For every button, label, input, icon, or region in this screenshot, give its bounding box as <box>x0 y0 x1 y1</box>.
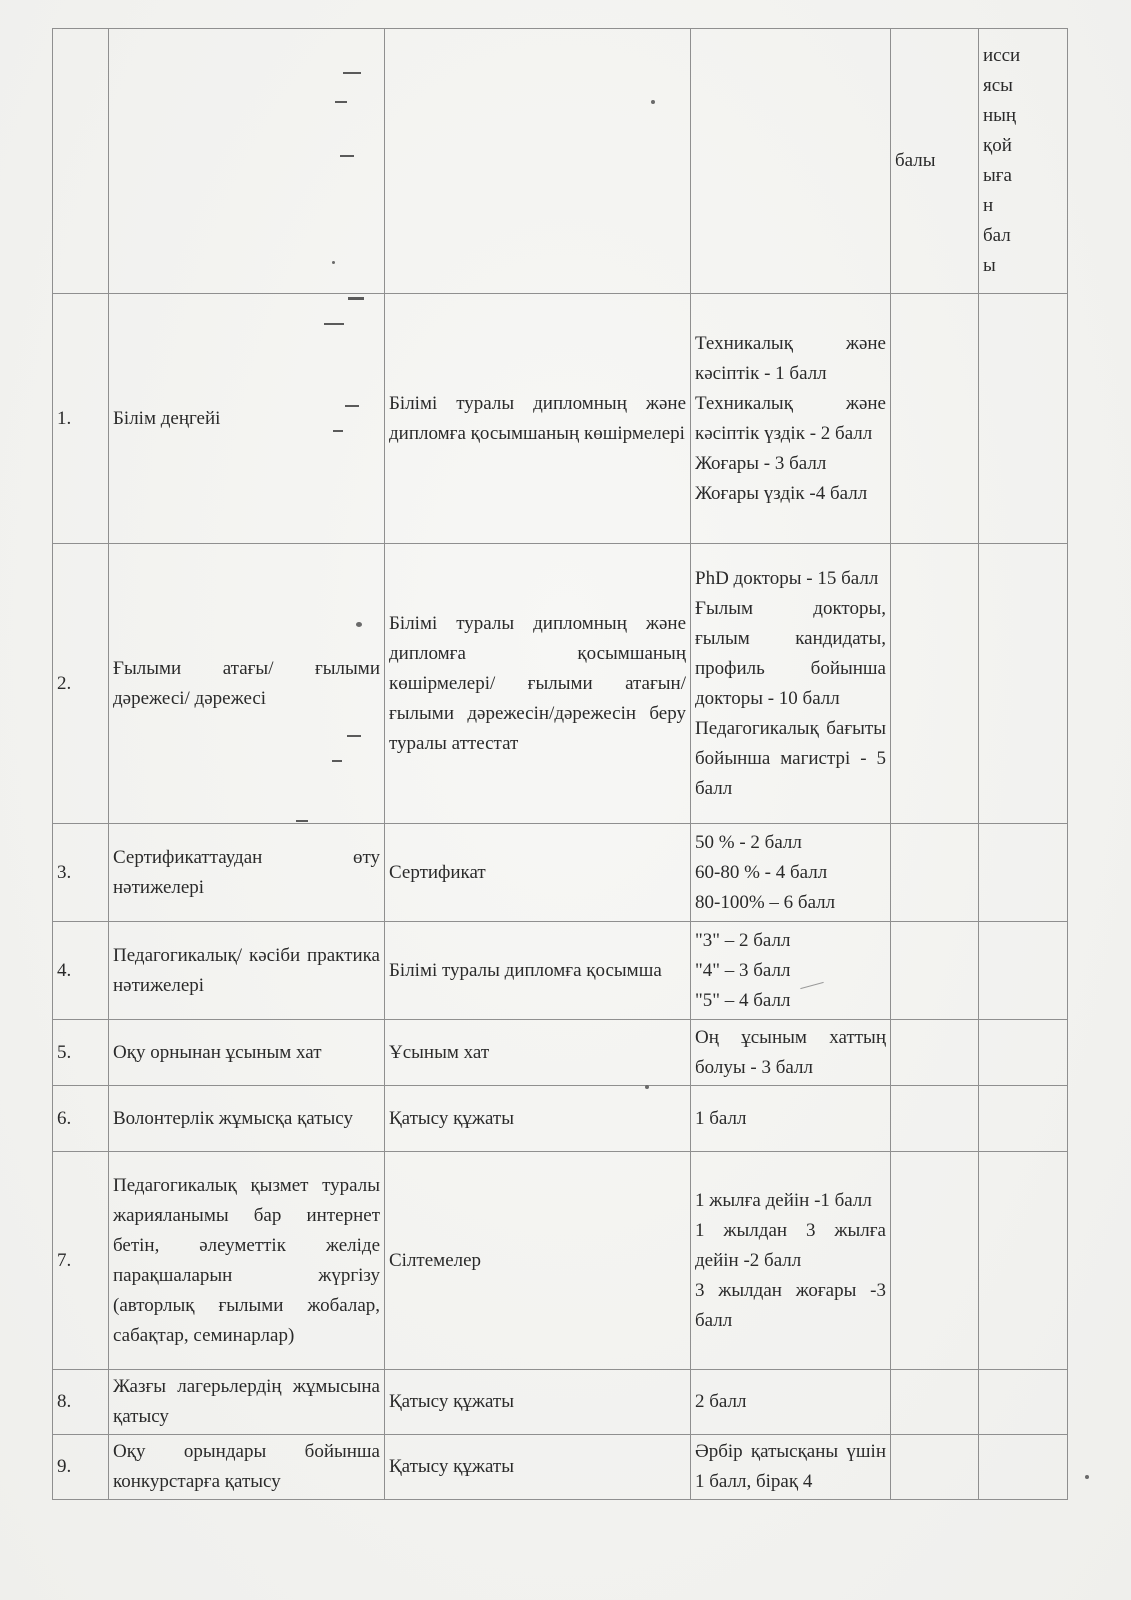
criterion-cell: Ғылыми атағы/ ғылыми дәрежесі/ дәрежесі <box>109 544 385 824</box>
row-number: 7. <box>53 1152 109 1370</box>
document-cell: Білімі туралы дипломға қосымша <box>385 922 691 1020</box>
scan-speck <box>335 101 347 103</box>
points-line: 80-100% – 6 балл <box>695 891 836 913</box>
points-line: Жоғары - 3 балл <box>695 452 827 474</box>
document-cell: Қатысу құжаты <box>385 1435 691 1500</box>
scan-speck <box>1085 1475 1089 1479</box>
header-points-cell <box>691 29 891 294</box>
header-num-cell <box>53 29 109 294</box>
points-cell <box>691 922 891 1020</box>
header-row <box>53 29 1068 294</box>
document-cell: Білімі туралы дипломның және дипломға қосымшаның көшірмелері <box>385 294 691 544</box>
criterion-cell: Сертификаттаудан өту нәтижелері <box>109 824 385 922</box>
points-line: "3" – 2 балл <box>695 929 791 951</box>
points-cell <box>691 294 891 544</box>
score-cell <box>891 294 979 544</box>
criterion-cell: Жазғы лагерьлердің жұмысына қатысу <box>109 1370 385 1435</box>
document-cell: Қатысу құжаты <box>385 1086 691 1152</box>
table-row <box>53 824 1068 922</box>
scan-speck <box>645 1085 649 1089</box>
header-commission-line: ның <box>983 105 1017 126</box>
score-cell <box>891 1020 979 1086</box>
commission-score-cell <box>979 294 1068 544</box>
commission-score-cell <box>979 824 1068 922</box>
points-line: "5" – 4 балл <box>695 989 791 1011</box>
table-row <box>53 1435 1068 1500</box>
points-cell: 2 балл <box>691 1370 891 1435</box>
criterion-cell: Оқу орындары бойынша конкурстарға қатысу <box>109 1435 385 1500</box>
criterion-cell: Педагогикалық қызмет туралы жарияланымы бар интернет бетін, әлеуметтік желіде парақшаларын жүргізу (авторлық ғылыми жобалар, сабақтар, семинарлар) <box>109 1152 385 1370</box>
score-cell <box>891 1435 979 1500</box>
document-cell: Сертификат <box>385 824 691 922</box>
row-number: 4. <box>53 922 109 1020</box>
points-line: 60-80 % - 4 балл <box>695 861 828 883</box>
header-commission-line: бал <box>983 225 1011 246</box>
header-commission-score-cell <box>979 29 1068 294</box>
scan-speck <box>345 405 359 407</box>
row-number: 1. <box>53 294 109 544</box>
points-line: PhD докторы - 15 балл <box>695 567 879 589</box>
commission-score-cell <box>979 544 1068 824</box>
scan-speck <box>343 72 361 74</box>
scan-speck <box>340 155 354 157</box>
scan-speck <box>332 760 342 762</box>
header-document-cell <box>385 29 691 294</box>
criterion-cell: Волонтерлік жұмысқа қатысу <box>109 1086 385 1152</box>
points-line: 50 % - 2 балл <box>695 831 802 853</box>
document-cell: Білімі туралы дипломның және дипломға қосымшаның көшірмелері/ ғылыми атағын/ ғылыми дәрежесін/дәрежесін беру туралы аттестат <box>385 544 691 824</box>
row-number: 3. <box>53 824 109 922</box>
row-number: 6. <box>53 1086 109 1152</box>
points-line: "4" – 3 балл <box>695 959 791 981</box>
score-cell <box>891 1152 979 1370</box>
header-score-label: балы <box>895 150 936 171</box>
header-commission-line: н <box>983 195 994 216</box>
header-criterion-cell <box>109 29 385 294</box>
commission-score-cell <box>979 1020 1068 1086</box>
row-number: 9. <box>53 1435 109 1500</box>
criterion-cell: Оқу орнынан ұсыным хат <box>109 1020 385 1086</box>
scan-speck <box>296 820 308 822</box>
points-cell: Оң ұсыным хаттың болуы - 3 балл <box>691 1020 891 1086</box>
commission-score-cell <box>979 922 1068 1020</box>
criteria-table <box>52 28 1068 1500</box>
header-commission-line: ыға <box>983 165 1012 186</box>
commission-score-cell <box>979 1086 1068 1152</box>
commission-score-cell <box>979 1435 1068 1500</box>
row-number: 5. <box>53 1020 109 1086</box>
table-row <box>53 1370 1068 1435</box>
score-cell <box>891 1370 979 1435</box>
scan-speck <box>324 323 344 325</box>
points-line: Техникалық және кәсіптік - 1 балл <box>695 332 886 384</box>
header-score-cell <box>891 29 979 294</box>
score-cell <box>891 922 979 1020</box>
header-commission-line: исси <box>983 45 1021 66</box>
points-cell: Әрбір қатысқаны үшін 1 балл, бірақ 4 <box>691 1435 891 1500</box>
score-cell <box>891 824 979 922</box>
table-row <box>53 1086 1068 1152</box>
header-commission-line: ясы <box>983 75 1013 96</box>
points-cell <box>691 824 891 922</box>
criterion-cell: Педагогикалық/ кәсіби практика нәтижелері <box>109 922 385 1020</box>
document-cell: Ұсыным хат <box>385 1020 691 1086</box>
points-cell <box>691 1152 891 1370</box>
score-cell <box>891 1086 979 1152</box>
points-line: Ғылым докторы, ғылым кандидаты, профиль бойынша докторы - 10 балл <box>695 597 886 709</box>
criterion-cell: Білім деңгейі <box>109 294 385 544</box>
scan-speck <box>348 297 364 300</box>
points-cell <box>691 544 891 824</box>
scan-speck <box>651 100 655 104</box>
header-commission-line: ы <box>983 255 996 276</box>
points-line: 1 жылға дейін -1 балл <box>695 1189 872 1211</box>
table-row <box>53 1020 1068 1086</box>
score-cell <box>891 544 979 824</box>
scan-speck <box>356 622 362 627</box>
scan-speck <box>332 261 335 264</box>
commission-score-cell <box>979 1370 1068 1435</box>
points-line: Техникалық және кәсіптік үздік - 2 балл <box>695 392 886 444</box>
table-row <box>53 1152 1068 1370</box>
scan-speck <box>347 735 361 737</box>
table-row <box>53 922 1068 1020</box>
points-line: Жоғары үздік -4 балл <box>695 482 868 504</box>
scan-speck <box>333 430 343 432</box>
points-line: 1 жылдан 3 жылға дейін -2 балл <box>695 1219 886 1271</box>
points-line: 3 жылдан жоғары -3 балл <box>695 1279 886 1331</box>
header-commission-line: қой <box>983 135 1012 156</box>
points-cell: 1 балл <box>691 1086 891 1152</box>
document-cell: Сілтемелер <box>385 1152 691 1370</box>
points-line: Педагогикалық бағыты бойынша магистрі - 5 балл <box>695 717 886 799</box>
row-number: 8. <box>53 1370 109 1435</box>
document-cell: Қатысу құжаты <box>385 1370 691 1435</box>
table-row <box>53 294 1068 544</box>
table-row <box>53 544 1068 824</box>
commission-score-cell <box>979 1152 1068 1370</box>
row-number: 2. <box>53 544 109 824</box>
